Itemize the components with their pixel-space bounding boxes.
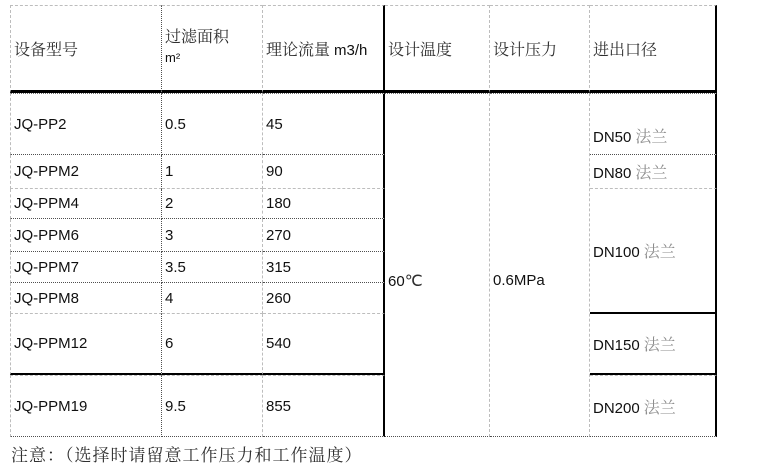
flow-cell: 315 [263,252,385,283]
model-cell: JQ-PPM6 [10,219,162,252]
header-temperature: 设计温度 [385,5,490,93]
header-area [162,5,263,93]
temperature-cell [385,93,490,437]
flow-cell: 270 [263,219,385,252]
model-cell: JQ-PPM2 [10,155,162,189]
model-cell: JQ-PPM7 [10,252,162,283]
port-suffix: 法兰 [635,129,668,146]
area-cell: 4 [162,283,263,314]
header-port: 进出口径 [590,5,717,93]
port-cell [590,155,717,189]
temperature-unit: ℃ [404,272,423,290]
header-flow-unit: m3/h [334,41,368,59]
port-dn: DN100 [593,244,640,261]
area-cell: 3 [162,219,263,252]
flow-cell: 45 [263,93,385,155]
port-suffix: 法兰 [643,399,676,417]
port-suffix: 法兰 [635,165,668,182]
model-cell: JQ-PPM4 [10,189,162,219]
header-model: 设备型号 [10,5,162,93]
header-flow [263,5,385,93]
table-row [10,93,717,155]
area-cell: 9.5 [162,375,263,437]
port-cell [590,189,717,314]
model-cell: JQ-PPM12 [10,314,162,375]
port-dn: DN150 [593,337,640,354]
port-dn: DN200 [593,399,640,417]
temperature-value: 60 [388,272,405,290]
model-cell: JQ-PPM8 [10,283,162,314]
area-cell: 0.5 [162,93,263,155]
header-pressure: 设计压力 [490,5,590,93]
port-cell [590,375,717,437]
area-cell: 2 [162,189,263,219]
pressure-cell: 0.6MPa [490,93,590,437]
port-cell [590,93,717,155]
header-area-unit: m² [165,50,181,65]
flow-cell: 180 [263,189,385,219]
header-flow-label: 理论流量 [266,41,331,59]
port-dn: DN50 [593,129,632,146]
header-area-label: 过滤面积 [165,29,230,46]
header-row [10,5,717,93]
flow-cell: 260 [263,283,385,314]
note-text: 注意：（选择时请留意工作压力和工作温度） [11,446,363,465]
table-row [10,189,717,219]
port-suffix: 法兰 [643,337,676,354]
flow-cell: 855 [263,375,385,437]
table-row [10,155,717,189]
area-cell: 3.5 [162,252,263,283]
model-cell: JQ-PP2 [10,93,162,155]
area-cell: 1 [162,155,263,189]
flow-cell: 90 [263,155,385,189]
area-cell: 6 [162,314,263,375]
flow-cell: 540 [263,314,385,375]
table-row [10,314,717,375]
spec-table [10,5,717,437]
port-suffix: 法兰 [643,244,676,261]
model-cell: JQ-PPM19 [10,375,162,437]
table-row [10,375,717,437]
port-dn: DN80 [593,165,632,182]
port-cell [590,314,717,375]
